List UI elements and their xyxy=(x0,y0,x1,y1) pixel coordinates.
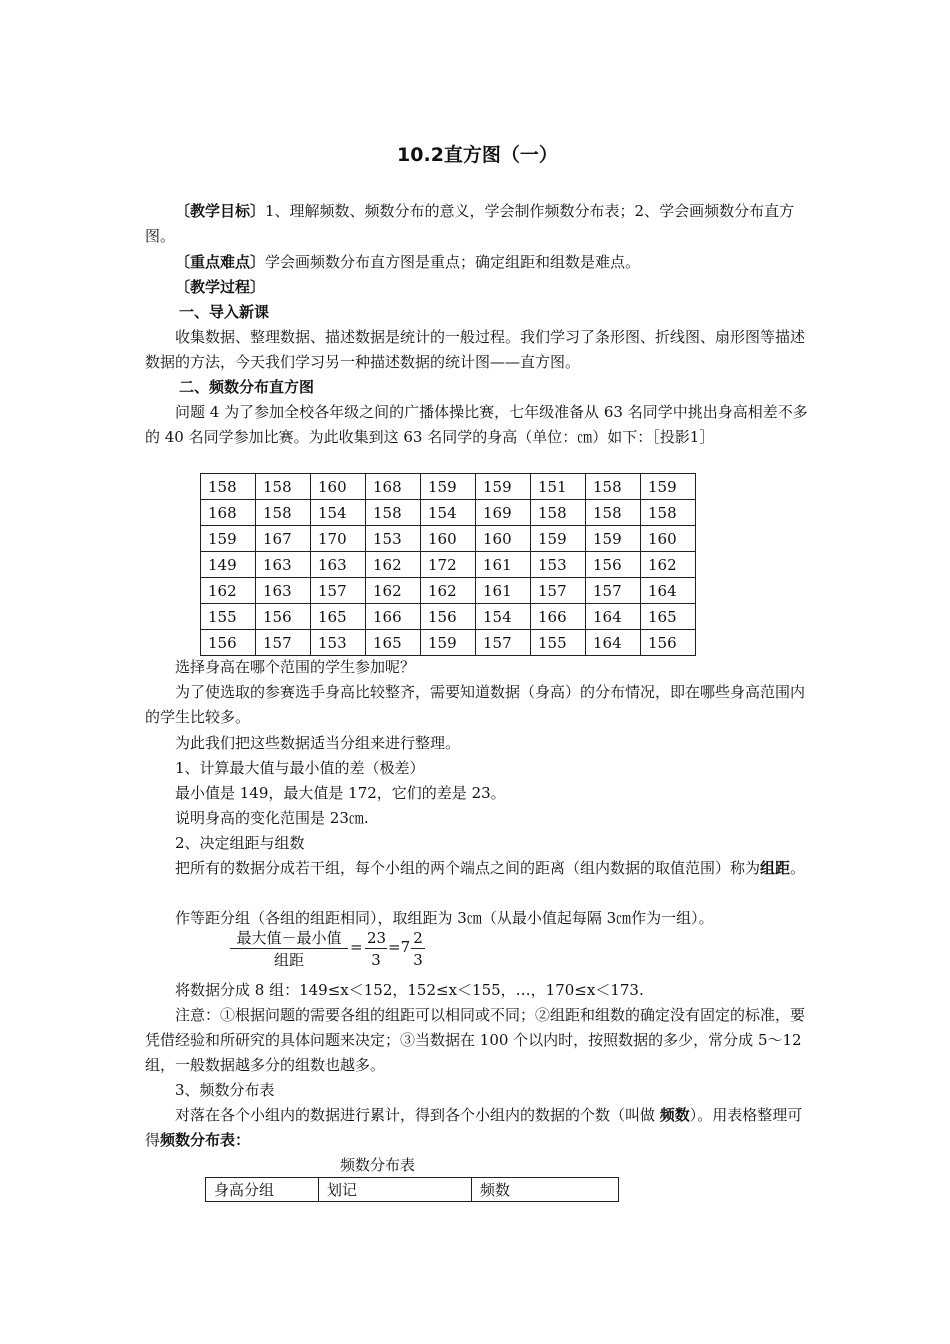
table-cell: 159 xyxy=(531,526,586,552)
table-cell: 159 xyxy=(641,474,696,500)
table-cell: 153 xyxy=(311,630,366,656)
table-cell: 157 xyxy=(586,578,641,604)
table-cell: 169 xyxy=(476,500,531,526)
section2-heading: 二、频数分布直方图 xyxy=(179,378,315,396)
table-row xyxy=(201,500,696,526)
table-cell: 156 xyxy=(256,604,311,630)
formula-equals: = xyxy=(350,938,363,956)
table-row xyxy=(201,604,696,630)
frequency-table-caption: 频数分布表 xyxy=(340,1156,416,1174)
formula-value-fraction xyxy=(365,928,387,971)
table-cell: 164 xyxy=(641,578,696,604)
table-cell: 158 xyxy=(586,474,641,500)
table-cell: 159 xyxy=(421,474,476,500)
frequency-definition xyxy=(145,1103,810,1153)
frequency-text-end: ： xyxy=(235,1131,251,1149)
objectives-text: 1、理解频数、频数分布的意义，学会制作频数分布表；2、学会画频数分布直方图。 xyxy=(145,202,795,245)
table-cell: 165 xyxy=(366,630,421,656)
formula-value-numerator: 23 xyxy=(367,929,387,947)
heights-table xyxy=(200,473,696,656)
table-cell: 161 xyxy=(476,578,531,604)
frequency-table xyxy=(205,1177,619,1202)
page-title: 10.2直方图（一） xyxy=(397,144,558,166)
formula-mixed-fraction xyxy=(411,928,425,971)
problem-text: 问题 4 为了参加全校各年级之间的广播体操比赛，七年级准备从 63 名同学中挑出身高相差不多的 40 名同学参加比赛。为此收集到这 63 名同学的身高（单位：㎝）如下：［投影1］ xyxy=(145,403,808,446)
formula-mixed-denominator: 3 xyxy=(413,951,423,969)
table-row xyxy=(201,526,696,552)
table-cell: 159 xyxy=(586,526,641,552)
formula-denominator: 组距 xyxy=(273,951,304,969)
keypoints-text: 学会画频数分布直方图是重点；确定组距和组数是难点。 xyxy=(265,253,641,271)
table-cell: 162 xyxy=(641,552,696,578)
table-cell: 160 xyxy=(641,526,696,552)
table-cell: 158 xyxy=(586,500,641,526)
table-row xyxy=(201,578,696,604)
definition-term: 组距 xyxy=(760,859,791,877)
table-cell: 163 xyxy=(256,578,311,604)
table-cell: 160 xyxy=(421,526,476,552)
table-cell: 151 xyxy=(531,474,586,500)
table-cell: 157 xyxy=(531,578,586,604)
header-frequency: 频数 xyxy=(472,1178,619,1202)
table-cell: 164 xyxy=(586,604,641,630)
section1-text: 收集数据、整理数据、描述数据是统计的一般过程。我们学习了条形图、折线图、扇形图等描述数据的方法，今天我们学习另一种描述数据的统计图——直方图。 xyxy=(145,328,806,371)
table-row xyxy=(201,552,696,578)
section1-heading: 一、导入新课 xyxy=(179,303,270,321)
definition-text: 把所有的数据分成若干组，每个小组的两个端点之间的距离（组内数据的取值范围）称为 xyxy=(175,859,761,877)
class-count-formula xyxy=(230,928,530,976)
definition-end: 。 xyxy=(790,859,806,877)
keypoints-paragraph xyxy=(145,250,810,275)
formula-mixed-whole: =7 xyxy=(388,938,411,956)
table-row xyxy=(201,474,696,500)
header-tally: 划记 xyxy=(319,1178,472,1202)
grouping-intro: 为此我们把这些数据适当分组来进行整理。 xyxy=(175,734,461,752)
table-cell: 158 xyxy=(641,500,696,526)
objectives-paragraph xyxy=(145,199,810,249)
table-row xyxy=(201,630,696,656)
table-cell: 165 xyxy=(311,604,366,630)
table-cell: 158 xyxy=(201,474,256,500)
table-cell: 170 xyxy=(311,526,366,552)
table-cell: 156 xyxy=(421,604,476,630)
keypoints-label: 〔重点难点〕 xyxy=(175,253,266,271)
formula-main-fraction xyxy=(230,928,348,971)
table-cell: 160 xyxy=(311,474,366,500)
table-cell: 155 xyxy=(531,630,586,656)
note-text: 注意：①根据问题的需要各组的组距可以相同或不同；②组距和组数的确定没有固定的标准，要凭借经验和所研究的具体问题来决定；③当数据在 100 个以内时，按照数据的多少，常分成 5～12 组，一般数据越多分的组数也越多。 xyxy=(145,1006,806,1074)
step1-line1: 最小值是 149，最大值是 172，它们的差是 23。 xyxy=(175,784,506,802)
table-cell: 159 xyxy=(421,630,476,656)
table-cell: 166 xyxy=(366,604,421,630)
groups-text: 将数据分成 8 组：149≤x＜152，152≤x＜155，…，170≤x＜173. xyxy=(175,981,644,999)
table-cell: 163 xyxy=(256,552,311,578)
step2-heading: 2、决定组距与组数 xyxy=(175,834,305,852)
frequency-text: 对落在各个小组内的数据进行累计，得到各个小组内的数据的个数（叫做 xyxy=(175,1106,660,1124)
table-cell: 172 xyxy=(421,552,476,578)
frequency-table-term: 频数分布表 xyxy=(160,1131,236,1149)
table-cell: 164 xyxy=(586,630,641,656)
formula-numerator: 最大值－最小值 xyxy=(230,928,348,949)
table-cell: 165 xyxy=(641,604,696,630)
formula-mixed-numerator: 2 xyxy=(411,928,425,949)
table-cell: 162 xyxy=(421,578,476,604)
table-cell: 157 xyxy=(256,630,311,656)
table-cell: 154 xyxy=(476,604,531,630)
step3-heading: 3、频数分布表 xyxy=(175,1081,275,1099)
table-cell: 156 xyxy=(201,630,256,656)
table-cell: 162 xyxy=(366,578,421,604)
table-cell: 162 xyxy=(201,578,256,604)
table-cell: 167 xyxy=(256,526,311,552)
table-cell: 161 xyxy=(476,552,531,578)
objectives-label: 〔教学目标〕 xyxy=(175,202,266,220)
step1-line2: 说明身高的变化范围是 23㎝. xyxy=(175,809,369,827)
table-cell: 159 xyxy=(201,526,256,552)
table-cell: 160 xyxy=(476,526,531,552)
header-height-group: 身高分组 xyxy=(206,1178,319,1202)
table-cell: 157 xyxy=(311,578,366,604)
table-cell: 153 xyxy=(531,552,586,578)
table-cell: 159 xyxy=(476,474,531,500)
table-cell: 154 xyxy=(421,500,476,526)
question-distribution: 为了使选取的参赛选手身高比较整齐，需要知道数据（身高）的分布情况，即在哪些身高范围内的学生比较多。 xyxy=(145,683,806,726)
frequency-term: 频数 xyxy=(659,1106,690,1124)
frequency-table-header xyxy=(206,1178,619,1202)
table-cell: 153 xyxy=(366,526,421,552)
table-cell: 162 xyxy=(366,552,421,578)
table-cell: 158 xyxy=(366,500,421,526)
table-cell: 158 xyxy=(256,500,311,526)
table-cell: 168 xyxy=(366,474,421,500)
table-cell: 156 xyxy=(641,630,696,656)
step1-heading: 1、计算最大值与最小值的差（极差） xyxy=(175,759,425,777)
frequency-text-mid: ）。用表格整理可得 xyxy=(145,1106,803,1149)
table-cell: 166 xyxy=(531,604,586,630)
table-cell: 157 xyxy=(476,630,531,656)
equal-grouping-text: 作等距分组（各组的组距相同），取组距为 3㎝（从最小值起每隔 3㎝作为一组）。 xyxy=(175,909,714,927)
table-cell: 163 xyxy=(311,552,366,578)
table-cell: 155 xyxy=(201,604,256,630)
table-cell: 156 xyxy=(586,552,641,578)
process-label: 〔教学过程〕 xyxy=(175,278,266,296)
table-cell: 154 xyxy=(311,500,366,526)
class-width-definition xyxy=(145,856,810,881)
formula-value-denominator: 3 xyxy=(371,951,381,969)
table-cell: 149 xyxy=(201,552,256,578)
table-cell: 158 xyxy=(531,500,586,526)
question-range: 选择身高在哪个范围的学生参加呢？ xyxy=(175,658,416,676)
table-cell: 158 xyxy=(256,474,311,500)
table-cell: 168 xyxy=(201,500,256,526)
